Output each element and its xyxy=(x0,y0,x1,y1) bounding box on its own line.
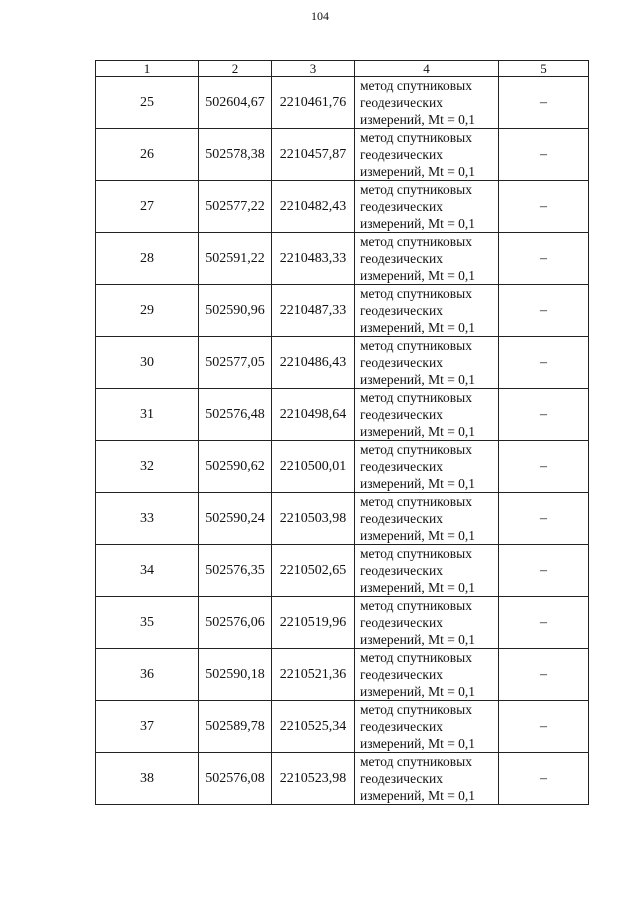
method-cell xyxy=(355,597,499,649)
method-cell xyxy=(355,337,499,389)
method-text-line: измерений, Mt = 0,1 xyxy=(360,580,476,595)
table-row xyxy=(96,545,589,597)
table-row xyxy=(96,181,589,233)
method-text-line: измерений, Mt = 0,1 xyxy=(360,632,476,647)
method-cell xyxy=(355,77,499,129)
x-coordinate-cell: 502577,05 xyxy=(199,337,272,389)
y-coordinate-cell: 2210498,64 xyxy=(272,389,355,441)
y-coordinate-cell: 2210500,01 xyxy=(272,441,355,493)
table-row xyxy=(96,493,589,545)
y-coordinate-cell: 2210457,87 xyxy=(272,129,355,181)
table-body xyxy=(96,77,589,805)
note-cell: – xyxy=(499,389,589,441)
point-number-cell: 37 xyxy=(96,701,199,753)
note-cell: – xyxy=(499,441,589,493)
point-number-cell: 25 xyxy=(96,77,199,129)
method-text-line: геодезических xyxy=(360,511,443,526)
note-cell: – xyxy=(499,597,589,649)
method-text-line: метод спутниковых xyxy=(360,754,472,769)
method-cell xyxy=(355,493,499,545)
x-coordinate-cell: 502590,62 xyxy=(199,441,272,493)
method-text-line: геодезических xyxy=(360,563,443,578)
y-coordinate-cell: 2210487,33 xyxy=(272,285,355,337)
table-header-row xyxy=(96,61,589,77)
table-row xyxy=(96,129,589,181)
y-coordinate-cell: 2210461,76 xyxy=(272,77,355,129)
table-row xyxy=(96,389,589,441)
method-text-line: геодезических xyxy=(360,407,443,422)
method-text-line: измерений, Mt = 0,1 xyxy=(360,476,476,491)
method-text-line: геодезических xyxy=(360,251,443,266)
x-coordinate-cell: 502576,48 xyxy=(199,389,272,441)
method-text-line: измерений, Mt = 0,1 xyxy=(360,320,476,335)
table-row xyxy=(96,597,589,649)
column-header-2: 2 xyxy=(199,61,272,77)
method-text-line: метод спутниковых xyxy=(360,546,472,561)
point-number-cell: 32 xyxy=(96,441,199,493)
point-number-cell: 36 xyxy=(96,649,199,701)
point-number-cell: 29 xyxy=(96,285,199,337)
table-row xyxy=(96,753,589,805)
method-text-line: измерений, Mt = 0,1 xyxy=(360,788,476,803)
y-coordinate-cell: 2210525,34 xyxy=(272,701,355,753)
method-text-line: измерений, Mt = 0,1 xyxy=(360,736,476,751)
method-text-line: геодезических xyxy=(360,147,443,162)
method-text-line: геодезических xyxy=(360,719,443,734)
x-coordinate-cell: 502590,96 xyxy=(199,285,272,337)
method-text-line: геодезических xyxy=(360,199,443,214)
point-number-cell: 27 xyxy=(96,181,199,233)
column-header-3: 3 xyxy=(272,61,355,77)
method-text-line: геодезических xyxy=(360,95,443,110)
note-cell: – xyxy=(499,129,589,181)
column-header-1: 1 xyxy=(96,61,199,77)
method-cell xyxy=(355,441,499,493)
method-text-line: измерений, Mt = 0,1 xyxy=(360,268,476,283)
method-text-line: измерений, Mt = 0,1 xyxy=(360,216,476,231)
table-row xyxy=(96,441,589,493)
y-coordinate-cell: 2210503,98 xyxy=(272,493,355,545)
point-number-cell: 31 xyxy=(96,389,199,441)
page-number: 104 xyxy=(311,9,329,23)
method-text-line: метод спутниковых xyxy=(360,650,472,665)
y-coordinate-cell: 2210523,98 xyxy=(272,753,355,805)
note-cell: – xyxy=(499,493,589,545)
note-cell: – xyxy=(499,77,589,129)
note-cell: – xyxy=(499,649,589,701)
method-text-line: геодезических xyxy=(360,771,443,786)
point-number-cell: 33 xyxy=(96,493,199,545)
method-text-line: измерений, Mt = 0,1 xyxy=(360,112,476,127)
note-cell: – xyxy=(499,181,589,233)
method-text-line: измерений, Mt = 0,1 xyxy=(360,684,476,699)
method-text-line: геодезических xyxy=(360,303,443,318)
method-text-line: геодезических xyxy=(360,459,443,474)
method-cell xyxy=(355,753,499,805)
method-cell xyxy=(355,285,499,337)
method-text-line: измерений, Mt = 0,1 xyxy=(360,424,476,439)
method-cell xyxy=(355,649,499,701)
table-row xyxy=(96,233,589,285)
method-text-line: метод спутниковых xyxy=(360,234,472,249)
y-coordinate-cell: 2210483,33 xyxy=(272,233,355,285)
table-row xyxy=(96,701,589,753)
method-cell xyxy=(355,233,499,285)
column-header-4: 4 xyxy=(355,61,499,77)
method-cell xyxy=(355,701,499,753)
point-number-cell: 35 xyxy=(96,597,199,649)
x-coordinate-cell: 502576,35 xyxy=(199,545,272,597)
method-text-line: измерений, Mt = 0,1 xyxy=(360,372,476,387)
x-coordinate-cell: 502590,24 xyxy=(199,493,272,545)
method-cell xyxy=(355,129,499,181)
method-text-line: измерений, Mt = 0,1 xyxy=(360,528,476,543)
method-text-line: метод спутниковых xyxy=(360,78,472,93)
y-coordinate-cell: 2210521,36 xyxy=(272,649,355,701)
x-coordinate-cell: 502578,38 xyxy=(199,129,272,181)
x-coordinate-cell: 502576,06 xyxy=(199,597,272,649)
point-number-cell: 38 xyxy=(96,753,199,805)
method-text-line: метод спутниковых xyxy=(360,494,472,509)
method-text-line: метод спутниковых xyxy=(360,702,472,717)
note-cell: – xyxy=(499,337,589,389)
method-text-line: геодезических xyxy=(360,615,443,630)
point-number-cell: 26 xyxy=(96,129,199,181)
method-cell xyxy=(355,545,499,597)
method-text-line: метод спутниковых xyxy=(360,598,472,613)
x-coordinate-cell: 502604,67 xyxy=(199,77,272,129)
method-text-line: метод спутниковых xyxy=(360,442,472,457)
method-text-line: метод спутниковых xyxy=(360,182,472,197)
table-row xyxy=(96,649,589,701)
note-cell: – xyxy=(499,285,589,337)
column-header-5: 5 xyxy=(499,61,589,77)
table-row xyxy=(96,77,589,129)
method-text-line: геодезических xyxy=(360,355,443,370)
y-coordinate-cell: 2210502,65 xyxy=(272,545,355,597)
point-number-cell: 28 xyxy=(96,233,199,285)
y-coordinate-cell: 2210519,96 xyxy=(272,597,355,649)
note-cell: – xyxy=(499,545,589,597)
point-number-cell: 30 xyxy=(96,337,199,389)
x-coordinate-cell: 502576,08 xyxy=(199,753,272,805)
method-text-line: метод спутниковых xyxy=(360,338,472,353)
table-row xyxy=(96,285,589,337)
y-coordinate-cell: 2210482,43 xyxy=(272,181,355,233)
note-cell: – xyxy=(499,233,589,285)
method-text-line: метод спутниковых xyxy=(360,390,472,405)
x-coordinate-cell: 502577,22 xyxy=(199,181,272,233)
method-cell xyxy=(355,181,499,233)
x-coordinate-cell: 502591,22 xyxy=(199,233,272,285)
method-text-line: метод спутниковых xyxy=(360,130,472,145)
method-text-line: метод спутниковых xyxy=(360,286,472,301)
point-number-cell: 34 xyxy=(96,545,199,597)
x-coordinate-cell: 502589,78 xyxy=(199,701,272,753)
method-text-line: измерений, Mt = 0,1 xyxy=(360,164,476,179)
method-cell xyxy=(355,389,499,441)
y-coordinate-cell: 2210486,43 xyxy=(272,337,355,389)
method-text-line: геодезических xyxy=(360,667,443,682)
note-cell: – xyxy=(499,701,589,753)
coordinates-table xyxy=(95,60,589,805)
x-coordinate-cell: 502590,18 xyxy=(199,649,272,701)
note-cell: – xyxy=(499,753,589,805)
table-row xyxy=(96,337,589,389)
